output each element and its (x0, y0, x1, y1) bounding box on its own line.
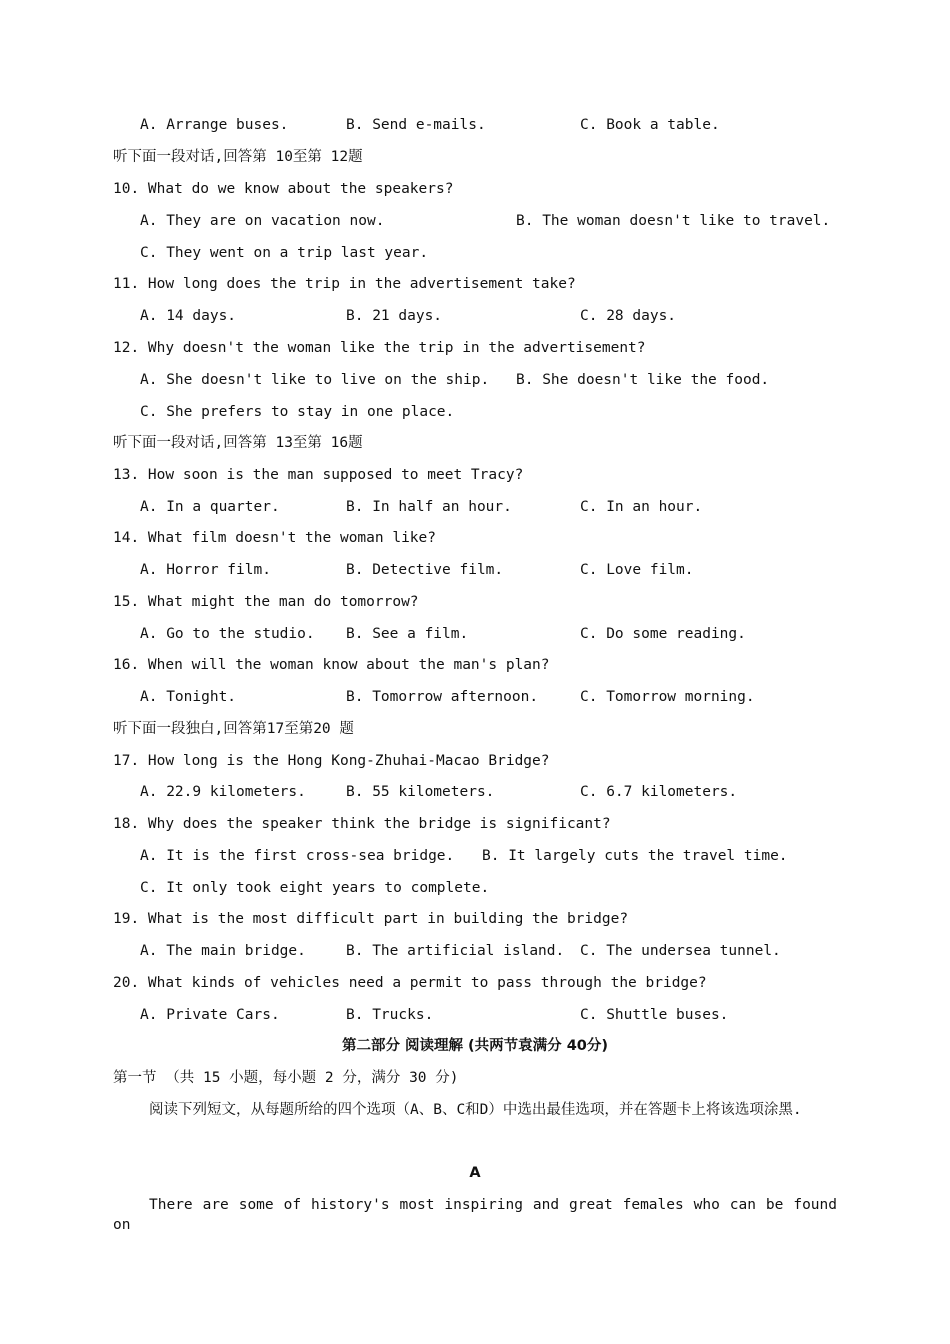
question-14: 14. What film doesn't the woman like? (113, 530, 437, 546)
q14-option-c: C. Love film. (580, 562, 694, 578)
q16-option-b: B. Tomorrow afternoon. (346, 689, 539, 705)
q10-options-row1 (140, 211, 900, 231)
q9-option-a: A. Arrange buses. (140, 117, 289, 133)
q15-options (140, 624, 900, 644)
q9-option-c: C. Book a table. (580, 117, 720, 133)
q16-option-a: A. Tonight. (140, 689, 237, 705)
question-12: 12. Why doesn't the woman like the trip in the advertisement? (113, 340, 646, 356)
q10-option-c: C. They went on a trip last year. (140, 245, 429, 261)
question-20: 20. What kinds of vehicles need a permit to pass through the bridge? (113, 975, 707, 991)
q14-option-b: B. Detective film. (346, 562, 504, 578)
q20-option-c: C. Shuttle buses. (580, 1007, 729, 1023)
q17-options (140, 782, 900, 802)
q17-option-b: B. 55 kilometers. (346, 784, 495, 800)
part2-heading: 第二部分 阅读理解 (共两节袁满分 40分) (341, 1038, 609, 1054)
q20-options (140, 1005, 900, 1025)
q20-option-a: A. Private Cars. (140, 1007, 280, 1023)
q12-option-a: A. She doesn't like to live on the ship. (140, 372, 490, 388)
passage-label: A (469, 1165, 481, 1181)
q17-option-a: A. 22.9 kilometers. (140, 784, 306, 800)
q18-option-c: C. It only took eight years to complete. (140, 880, 490, 896)
q10-option-b: B. The woman doesn't like to travel. (516, 213, 831, 229)
section1-label: 第一节 （共 15 小题，每小题 2 分，满分 30 分) (113, 1070, 459, 1086)
q15-option-b: B. See a film. (346, 626, 469, 642)
question-11: 11. How long does the trip in the advertisement take? (113, 276, 576, 292)
q13-option-a: A. In a quarter. (140, 499, 280, 515)
q11-option-a: A. 14 days. (140, 308, 237, 324)
q18-options-row2 (140, 878, 900, 898)
q11-option-b: B. 21 days. (346, 308, 443, 324)
q19-options (140, 941, 900, 961)
q18-options-row1 (140, 846, 900, 866)
section-instruction-17-20: 听下面一段独白,回答第17至第20 题 (113, 721, 354, 737)
section-instruction-10-12: 听下面一段对话,回答第 10至第 12题 (113, 149, 363, 165)
q12-option-c: C. She prefers to stay in one place. (140, 404, 455, 420)
section-instruction-13-16: 听下面一段对话,回答第 13至第 16题 (113, 435, 363, 451)
q13-option-c: C. In an hour. (580, 499, 703, 515)
q14-option-a: A. Horror film. (140, 562, 271, 578)
question-18: 18. Why does the speaker think the bridge is significant? (113, 816, 611, 832)
q20-option-b: B. Trucks. (346, 1007, 434, 1023)
q19-option-c: C. The undersea tunnel. (580, 943, 781, 959)
q18-option-a: A. It is the first cross-sea bridge. (140, 848, 455, 864)
q13-option-b: B. In half an hour. (346, 499, 512, 515)
question-17: 17. How long is the Hong Kong-Zhuhai-Macao Bridge? (113, 753, 550, 769)
q19-option-b: B. The artificial island. (346, 943, 565, 959)
q16-option-c: C. Tomorrow morning. (580, 689, 755, 705)
q18-option-b: B. It largely cuts the travel time. (482, 848, 788, 864)
q13-options (140, 497, 900, 517)
question-13: 13. How soon is the man supposed to meet Tracy? (113, 467, 524, 483)
question-15: 15. What might the man do tomorrow? (113, 594, 419, 610)
question-19: 19. What is the most difficult part in building the bridge? (113, 911, 629, 927)
q15-option-a: A. Go to the studio. (140, 626, 315, 642)
q10-options-row2 (140, 243, 900, 263)
q19-option-a: A. The main bridge. (140, 943, 306, 959)
q15-option-c: C. Do some reading. (580, 626, 746, 642)
q17-option-c: C. 6.7 kilometers. (580, 784, 738, 800)
reading-instructions: 阅读下列短文，从每题所给的四个选项（A、B、C和D）中选出最佳选项，并在答题卡上将该选项涂黑. (149, 1102, 802, 1118)
question-16: 16. When will the woman know about the man's plan? (113, 657, 550, 673)
q12-options-row2 (140, 402, 900, 422)
q11-option-c: C. 28 days. (580, 308, 677, 324)
q9-options (140, 115, 900, 135)
q14-options (140, 560, 900, 580)
q9-option-b: B. Send e-mails. (346, 117, 486, 133)
q12-option-b: B. She doesn't like the food. (516, 372, 770, 388)
q11-options (140, 306, 900, 326)
q10-option-a: A. They are on vacation now. (140, 213, 385, 229)
question-10: 10. What do we know about the speakers? (113, 181, 454, 197)
q16-options (140, 687, 900, 707)
q12-options-row1 (140, 370, 900, 390)
passage-first-line: There are some of history's most inspiring and great females who can be found on (113, 1197, 837, 1233)
